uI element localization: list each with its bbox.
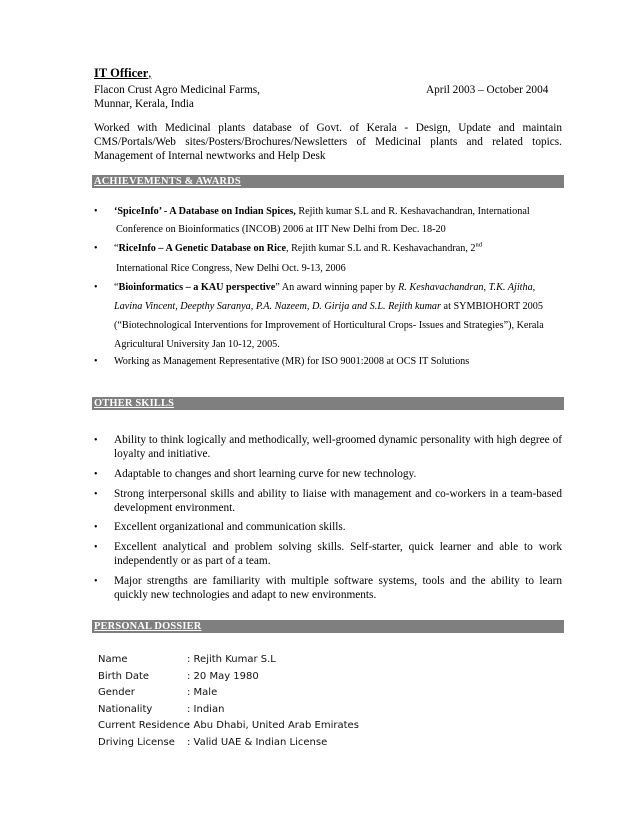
achievement-text: at SYMBIOHORT 2005 <box>441 301 543 312</box>
achievement-text: Rejith kumar S.L and R. Keshavachandran, International <box>295 206 530 217</box>
bullet-icon: • <box>94 435 98 446</box>
job-title-suffix: , <box>148 66 152 80</box>
achievement-authors: Lavina Vincent, Deepthy Saranya, P.A. Nazeem, D. Girija and S.L. Rejith kumar <box>114 301 441 312</box>
dossier-heading: PERSONAL DOSSIER <box>94 621 202 632</box>
dossier-heading-bar <box>92 620 564 633</box>
bullet-icon: • <box>94 469 98 480</box>
bullet-icon: • <box>94 576 98 587</box>
job-title-text: IT Officer <box>94 66 149 80</box>
achievement-item-1-line2: Conference on Bioinformatics (INCOB) 2006 at IIT New Delhi from Dec. 18-20 <box>116 224 446 235</box>
dossier-value: : Male <box>187 687 218 699</box>
ordinal-suffix: nd <box>475 241 483 249</box>
employment-dates: April 2003 – October 2004 <box>426 84 549 96</box>
achievement-item-3 <box>114 281 535 294</box>
dossier-label: Nationality <box>98 703 153 715</box>
dossier-value: : Indian <box>187 703 225 715</box>
achievement-item-4: Working as Management Representative (MR) for ISO 9001:2008 at OCS IT Solutions <box>114 356 470 367</box>
bullet-icon: • <box>94 243 98 254</box>
dossier-value: : Abu Dhabi, United Arab Emirates <box>187 720 359 732</box>
dossier-label: Current Residence <box>98 720 190 732</box>
dossier-value: : Rejith Kumar S.L <box>187 654 276 665</box>
skills-heading: OTHER SKILLS <box>94 398 175 409</box>
achievement-authors: R. Keshavachandran, T.K. Ajitha, <box>398 282 536 293</box>
achievement-item-2-line2: International Rice Congress, New Delhi Oct. 9-13, 2006 <box>116 263 346 274</box>
achievement-text: , Rejith kumar S.L and R. Keshavachandran, 2 <box>286 243 476 254</box>
dossier-label: Gender <box>98 687 135 699</box>
company-name: Flacon Crust Agro Medicinal Farms, <box>94 84 260 96</box>
skills-heading-bar <box>92 397 564 410</box>
dossier-label: Birth Date <box>98 670 150 682</box>
bullet-icon: • <box>94 522 98 533</box>
skill-item-5: Excellent analytical and problem solving skills. Self-starter, quick learner and able to work independently or as part of a team. <box>114 541 562 567</box>
job-title <box>94 66 151 81</box>
achievement-title: Bioinformatics – a KAU perspective <box>118 282 276 293</box>
achievement-item-2 <box>114 242 482 255</box>
bullet-icon: • <box>94 206 98 217</box>
achievement-item-3-line3: (“Biotechnological Interventions for Improvement of Horticultural Crops- Issues and Strategies”), Kerala <box>114 320 544 331</box>
dossier-label: Driving License <box>98 736 175 748</box>
job-location: Munnar, Kerala, India <box>94 98 194 110</box>
bullet-icon: • <box>94 282 98 293</box>
skill-item-2: Adaptable to changes and short learning curve for new technology. <box>114 468 417 480</box>
job-description: Worked with Medicinal plants database of Govt. of Kerala - Design, Update and maintain CMS/Portals/Web sites/Posters/Brochures/Newsletters of Medicinal plants and related topics. Management of Internal newtworks and Help Desk <box>94 122 562 162</box>
achievement-title: ‘SpiceInfo’ - A Database on Indian Spices, <box>114 206 296 217</box>
achievement-item-3-line2 <box>114 300 543 313</box>
skill-item-3: Strong interpersonal skills and ability to liaise with management and co-workers in a team-based development environment. <box>114 488 562 514</box>
skill-item-6: Major strengths are familiarity with multiple software systems, tools and the ability to learn quickly new technologies and adapt to new environments. <box>114 575 562 601</box>
dossier-label: Name <box>98 654 128 665</box>
achievements-heading-bar <box>92 175 564 188</box>
skill-item-1: Ability to think logically and methodically, well-groomed dynamic personality with high degree of loyalty and initiative. <box>114 434 562 460</box>
bullet-icon: • <box>94 542 98 553</box>
quote-open: “ <box>114 243 119 254</box>
achievement-text: ” An award winning paper by <box>275 282 399 293</box>
achievements-heading: ACHIEVEMENTS & AWARDS <box>94 176 241 187</box>
dossier-value: : Valid UAE & Indian License <box>187 736 328 748</box>
achievement-item-1 <box>114 205 530 218</box>
dossier-value: : 20 May 1980 <box>187 670 259 682</box>
achievement-item-3-line4: Agricultural University Jan 10-12, 2005. <box>114 339 280 350</box>
skill-item-4: Excellent organizational and communication skills. <box>114 521 346 533</box>
bullet-icon: • <box>94 356 98 367</box>
quote-open: “ <box>114 282 119 293</box>
achievement-title: RiceInfo – A Genetic Database on Rice <box>118 243 287 254</box>
bullet-icon: • <box>94 489 98 500</box>
